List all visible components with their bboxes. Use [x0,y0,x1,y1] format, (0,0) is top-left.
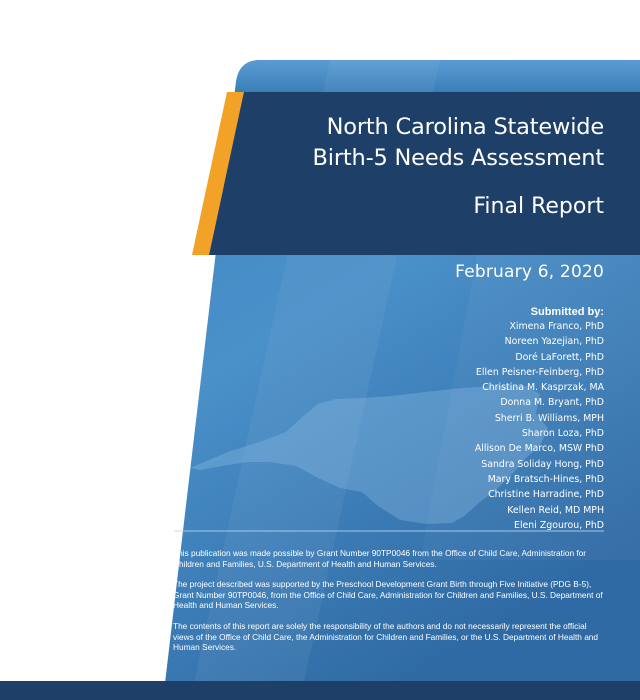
bottom-band [0,681,640,700]
grant-notice: This publication was made possible by Grant Number 90TP0046 from the Office of Child Care, Administration for Children and Families, U.S. Department of Health and Human Services. [173,548,587,569]
report-date: February 6, 2020 [455,262,604,282]
author-name: Ximena Franco, PhD [509,321,604,332]
submitted-by-heading: Submitted by: [530,306,604,318]
report-title-line-2: Birth-5 Needs Assessment [312,145,604,171]
author-name: Allison De Marco, MSW PhD [474,443,604,455]
submitted-by-block [475,305,604,533]
report-title-line-1: North Carolina Statewide [326,114,604,140]
disclaimer-notice: The contents of this report are solely the responsibility of the authors and do not necessarily represent the official views of the Office of Child Care, the Administration for Children and Families, or the U.S. Department of Health and Human Services. [173,620,599,653]
author-name: Christina M. Kasprzak, MA [482,382,604,394]
author-name: Doré LaForett, PhD [515,351,604,363]
author-name: Donna M. Bryant, PhD [500,397,604,409]
author-name: Sharon Loza, PhD [521,428,604,440]
author-name: Kellen Reid, MD MPH [507,504,604,516]
funding-notice-block [173,548,605,663]
author-name: Sherri B. Williams, MPH [494,412,604,424]
title-block [313,112,604,219]
author-name: Sandra Soliday Hong, PhD [481,458,604,470]
author-name: Noreen Yazejian, PhD [504,336,604,348]
author-name: Eleni Zgourou, PhD [514,519,604,531]
report-subtitle: Final Report [473,194,604,219]
author-name: Ellen Peisner-Feinberg, PhD [475,366,604,378]
author-name: Christine Harradine, PhD [488,489,604,501]
project-support-notice: The project described was supported by the Preschool Development Grant Birth through Five Initiative (PDG B-5), Grant Number 90TP0046, from the Office of Child Care, Administration for Children and Families, U.S. Department of Health and Human Services. [173,579,603,611]
author-name: Mary Bratsch-Hines, PhD [487,473,604,485]
